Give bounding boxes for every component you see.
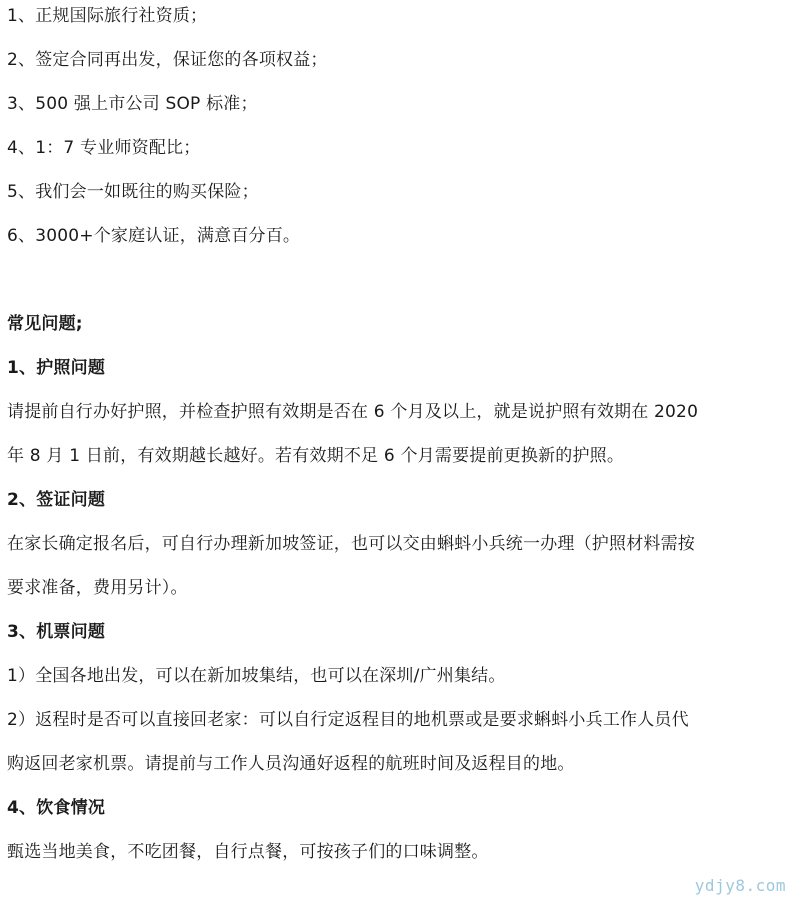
watermark: ydjy8.com [694,876,786,895]
faq-visa-text: 在家长确定报名后，可自行办理新加坡签证，也可以交由蝌蚪小兵统一办理（护照材料需按 [7,534,695,554]
advantage-item: 4、1：7 专业师资配比； [7,138,201,158]
faq-heading-ticket: 3、机票问题 [7,622,106,642]
advantage-item: 2、签定合同再出发，保证您的各项权益； [7,50,328,70]
advantage-item: 1、正规国际旅行社资质； [7,6,208,26]
faq-title: 常见问题; [7,314,83,334]
faq-heading-food: 4、饮食情况 [7,798,106,818]
faq-heading-visa: 2、签证问题 [7,490,106,510]
faq-food-text: 甄选当地美食，不吃团餐，自行点餐，可按孩子们的口味调整。 [7,842,489,862]
faq-visa-text: 要求准备，费用另计）。 [7,578,188,598]
faq-ticket-text: 1）全国各地出发，可以在新加坡集结，也可以在深圳/广州集结。 [7,666,506,686]
advantage-item: 6、3000+个家庭认证，满意百分百。 [7,226,301,246]
faq-ticket-text: 购返回老家机票。请提前与工作人员沟通好返程的航班时间及返程目的地。 [7,754,575,774]
advantage-item: 5、我们会一如既往的购买保险； [7,182,259,202]
faq-passport-text: 年 8 月 1 日前，有效期越长越好。若有效期不足 6 个月需要提前更换新的护照。 [7,446,625,466]
faq-passport-text: 请提前自行办好护照，并检查护照有效期是否在 6 个月及以上，就是说护照有效期在 2020 [7,402,699,422]
faq-ticket-text: 2）返程时是否可以直接回老家：可以自行定返程目的地机票或是要求蝌蚪小兵工作人员代 [7,710,689,730]
advantage-item: 3、500 强上市公司 SOP 标准； [7,94,258,114]
faq-heading-passport: 1、护照问题 [7,358,106,378]
